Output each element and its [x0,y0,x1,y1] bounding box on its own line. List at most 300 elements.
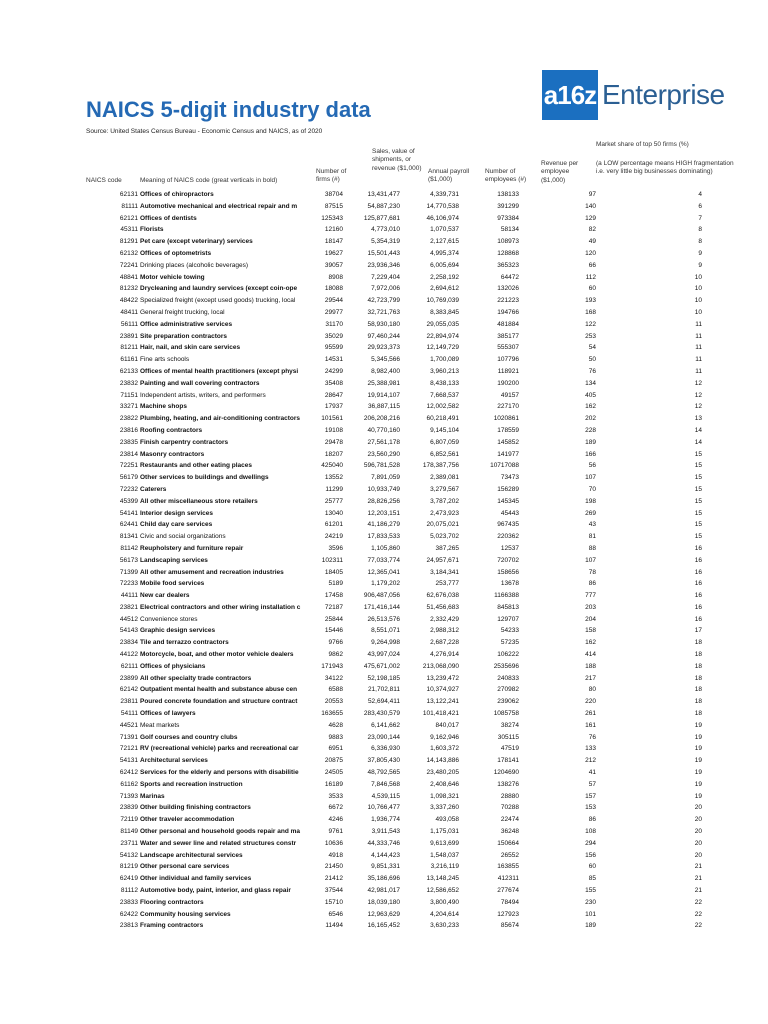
rev-per-employee-cell: 168 [585,308,596,316]
payroll-cell: 14,143,886 [426,757,459,765]
firms-cell: 101561 [321,415,343,423]
rev-per-employee-cell: 122 [585,320,596,328]
table-row [86,767,706,779]
payroll-cell: 14,770,538 [426,202,459,210]
sales-cell: 906,487,056 [363,592,400,600]
market-share-cell: 18 [694,686,702,694]
table-row [86,413,706,425]
payroll-cell: 3,960,213 [430,367,459,375]
firms-cell: 24219 [324,533,343,541]
sales-cell: 13,431,477 [367,191,400,198]
sales-cell: 23,936,346 [367,261,400,269]
rev-per-employee-cell: 269 [585,509,596,517]
employees-cell: 194766 [497,308,519,316]
rev-per-employee-cell: 107 [585,556,596,564]
payroll-cell: 9,162,946 [430,733,459,741]
firms-cell: 3533 [328,792,343,800]
table-row [86,755,706,767]
table-row [86,625,706,637]
naics-code-cell: 61161 [120,356,138,364]
market-share-cell: 21 [694,887,702,895]
data-table [86,189,706,932]
table-row [86,272,706,284]
employees-cell: 178559 [497,426,519,434]
naics-code-cell: 23811 [120,698,138,706]
payroll-cell: 3,184,341 [430,568,459,576]
employees-cell: 365323 [497,261,519,269]
table-row [86,720,706,732]
rev-per-employee-cell: 193 [585,297,596,305]
firms-cell: 11494 [325,922,343,930]
firms-cell: 34122 [324,674,343,682]
employees-cell: 49157 [500,391,519,399]
naics-code-cell: 72241 [119,261,138,269]
meaning-cell: Automotive body, paint, interior, and glass repair [140,887,291,895]
employees-cell: 412311 [497,875,519,883]
rev-per-employee-cell: 188 [585,662,596,670]
meaning-cell: Outpatient mental health and substance abuse cen [140,686,298,694]
naics-code-cell: 44122 [119,651,138,659]
sales-cell: 125,877,681 [363,214,400,222]
rev-per-employee-cell: 253 [585,332,596,340]
employees-cell: 73473 [500,474,519,482]
rev-per-employee-cell: 133 [585,745,596,753]
sales-cell: 6,141,662 [371,721,400,729]
payroll-cell: 62,676,038 [426,592,459,600]
market-share-cell: 20 [694,839,702,847]
market-share-cell: 8 [698,238,702,246]
header-employees: Number of employees (#) [485,168,527,184]
firms-cell: 25777 [324,497,343,505]
table-row [86,531,706,543]
employees-cell: 720702 [497,556,519,564]
firms-cell: 19627 [324,249,343,257]
sales-cell: 58,930,180 [367,320,400,328]
market-share-cell: 6 [698,202,702,210]
sales-cell: 10,933,749 [367,485,400,493]
firms-cell: 125343 [321,214,343,222]
firms-cell: 11299 [325,485,343,493]
meaning-cell: Services for the elderly and persons with disabilitie [140,769,299,777]
employees-cell: 227170 [497,403,519,411]
market-share-cell: 22 [694,898,702,906]
market-share-cell: 7 [698,214,702,222]
firms-cell: 87515 [324,202,343,210]
market-share-cell: 11 [695,332,702,340]
firms-cell: 9883 [328,733,343,741]
market-share-cell: 15 [694,533,702,541]
naics-code-cell: 62441 [119,521,138,529]
firms-cell: 3596 [328,544,343,552]
firms-cell: 20553 [324,698,343,706]
naics-code-cell: 71399 [119,568,138,576]
sales-cell: 97,460,244 [367,332,400,340]
table-row [86,637,706,649]
naics-code-cell: 23891 [119,332,138,340]
rev-per-employee-cell: 80 [588,686,596,694]
meaning-cell: All other miscellaneous store retailers [140,497,258,505]
table-row [86,342,706,354]
market-share-cell: 20 [694,804,702,812]
employees-cell: 12537 [500,544,519,552]
firms-cell: 19108 [324,426,343,434]
naics-code-cell: 81112 [120,887,138,895]
market-share-cell: 8 [698,226,702,234]
table-row [86,861,706,873]
sales-cell: 6,336,930 [371,745,400,753]
market-share-cell: 9 [698,261,702,269]
rev-per-employee-cell: 112 [585,273,596,281]
market-share-cell: 18 [694,651,702,659]
rev-per-employee-cell: 66 [588,261,596,269]
sales-cell: 26,513,576 [367,615,400,623]
market-share-cell: 14 [694,438,702,446]
payroll-cell: 840,017 [435,721,459,729]
firms-cell: 6951 [328,745,343,753]
naics-code-cell: 62419 [119,875,138,883]
employees-cell: 555307 [497,344,519,352]
sales-cell: 40,770,160 [367,426,400,434]
firms-cell: 10636 [324,839,343,847]
firms-cell: 13552 [324,474,343,482]
meaning-cell: Poured concrete foundation and structure contract [140,698,298,706]
naics-code-cell: 81219 [119,863,138,871]
market-share-cell: 16 [694,615,702,623]
header-meaning: Meaning of NAICS code (great verticals in bold) [140,177,278,184]
rev-per-employee-cell: 97 [588,191,596,198]
table-row [86,920,706,932]
rev-per-employee-cell: 85 [588,875,596,883]
firms-cell: 95599 [324,344,343,352]
rev-per-employee-cell: 162 [585,403,596,411]
payroll-cell: 12,586,652 [426,887,459,895]
sales-cell: 206,208,216 [363,415,400,423]
market-share-cell: 13 [694,415,702,423]
sales-cell: 36,887,115 [367,403,400,411]
employees-cell: 973384 [497,214,519,222]
payroll-cell: 9,613,699 [430,839,459,847]
payroll-cell: 2,127,615 [430,238,459,246]
meaning-cell: Civic and social organizations [140,533,226,541]
meaning-cell: Mobile food services [140,580,205,588]
meaning-cell: Electrical contractors and other wiring installation c [140,603,301,611]
employees-cell: 277674 [497,887,519,895]
table-row [86,602,706,614]
market-share-cell: 15 [694,521,702,529]
naics-code-cell: 23821 [119,603,138,611]
sales-cell: 283,430,579 [363,710,400,718]
naics-code-cell: 48841 [119,273,138,281]
market-share-cell: 19 [694,757,702,765]
market-share-cell: 18 [694,674,702,682]
header-firms: Number of firms (#) [316,168,347,184]
rev-per-employee-cell: 189 [585,438,596,446]
employees-cell: 190200 [497,379,519,387]
payroll-cell: 2,687,228 [430,639,459,647]
payroll-cell: 22,894,974 [426,332,459,340]
table-row [86,213,706,225]
market-share-cell: 12 [694,403,702,411]
table-row [86,472,706,484]
market-share-cell: 18 [694,662,702,670]
naics-code-cell: 23833 [119,898,138,906]
logo-text: Enterprise [602,79,725,110]
sales-cell: 42,981,017 [367,887,400,895]
table-row [86,354,706,366]
sales-cell: 52,694,411 [367,698,400,706]
sales-cell: 42,723,799 [367,297,400,305]
rev-per-employee-cell: 155 [585,887,596,895]
employees-cell: 141977 [497,450,519,458]
payroll-cell: 6,852,561 [430,450,459,458]
employees-cell: 132026 [497,285,519,293]
payroll-cell: 1,700,089 [430,356,459,364]
payroll-cell: 10,374,927 [426,686,459,694]
employees-cell: 106222 [497,651,519,659]
market-share-cell: 16 [694,603,702,611]
market-share-cell: 12 [694,379,702,387]
rev-per-employee-cell: 129 [585,214,596,222]
naics-code-cell: 72121 [119,745,138,753]
firms-cell: 39057 [324,261,343,269]
employees-cell: 22474 [500,816,519,824]
meaning-cell: Plumbing, heating, and air-conditioning contractors [140,415,300,423]
table-row [86,590,706,602]
naics-code-cell: 62412 [119,769,138,777]
firms-cell: 4628 [328,721,343,729]
meaning-cell: Other traveler accommodation [140,816,235,824]
employees-cell: 129707 [497,615,519,623]
table-row [86,850,706,862]
meaning-cell: Drycleaning and laundry services (except coin-ope [140,285,298,293]
rev-per-employee-cell: 777 [585,592,596,600]
employees-cell: 178141 [497,757,519,765]
naics-code-cell: 56179 [119,474,138,482]
firms-cell: 17937 [324,403,343,411]
meaning-cell: RV (recreational vehicle) parks and recreational car [140,745,299,753]
sales-cell: 7,891,059 [371,474,400,482]
firms-cell: 15710 [324,898,343,906]
employees-cell: 138276 [497,780,519,788]
employees-cell: 45443 [500,509,519,517]
rev-per-employee-cell: 203 [585,603,596,611]
naics-code-cell: 62121 [119,214,138,222]
market-share-cell: 22 [694,910,702,918]
market-share-cell: 14 [694,426,702,434]
firms-cell: 102311 [321,556,343,564]
table-row [86,779,706,791]
firms-cell: 425040 [321,462,343,470]
employees-cell: 391299 [497,202,519,210]
naics-code-cell: 23899 [119,674,138,682]
market-share-cell: 11 [695,367,702,375]
table-row [86,814,706,826]
rev-per-employee-cell: 204 [585,615,596,623]
naics-code-cell: 62422 [119,910,138,918]
header-rev-per-employee: Revenue per employee ($1,000) [541,160,579,184]
employees-cell: 150664 [497,839,519,847]
meaning-cell: Graphic design services [140,627,216,635]
market-share-cell: 20 [694,851,702,859]
sales-cell: 7,846,568 [371,780,400,788]
table-row [86,732,706,744]
meaning-cell: Other individual and family services [140,875,252,883]
sales-cell: 43,997,024 [367,651,400,659]
firms-cell: 24505 [324,769,343,777]
market-share-cell: 12 [694,391,702,399]
meaning-cell: Offices of optometrists [140,249,212,257]
firms-cell: 8908 [328,273,343,281]
naics-code-cell: 62142 [119,686,138,694]
sales-cell: 52,198,185 [367,674,400,682]
payroll-cell: 2,389,081 [430,474,459,482]
firms-cell: 18147 [324,238,343,246]
market-share-cell: 10 [694,297,702,305]
naics-code-cell: 48411 [120,308,138,316]
employees-cell: 58134 [500,226,519,234]
header-sales: Sales, value of shipments, or revenue ($1,000) [372,148,422,172]
sales-cell: 5,345,566 [371,356,400,364]
meaning-cell: New car dealers [140,592,190,600]
firms-cell: 171943 [321,662,343,670]
table-row [86,555,706,567]
firms-cell: 28647 [324,391,343,399]
market-share-cell: 16 [694,592,702,600]
employees-cell: 239062 [497,698,519,706]
header-share-note: (a LOW percentage means HIGH fragmentation i.e. very little big businesses dominating) [596,160,734,176]
employees-cell: 47519 [500,745,519,753]
sales-cell: 28,826,256 [367,497,400,505]
rev-per-employee-cell: 217 [585,674,596,682]
payroll-cell: 13,239,472 [426,674,459,682]
firms-cell: 9761 [328,828,343,836]
employees-cell: 385177 [497,332,519,340]
payroll-cell: 3,337,260 [430,804,459,812]
naics-code-cell: 48422 [119,297,138,305]
payroll-cell: 51,456,683 [426,603,459,611]
naics-code-cell: 23822 [119,415,138,423]
rev-per-employee-cell: 78 [588,568,596,576]
naics-code-cell: 81232 [119,285,138,293]
employees-cell: 1204690 [493,769,519,777]
firms-cell: 16189 [324,780,343,788]
rev-per-employee-cell: 86 [588,580,596,588]
rev-per-employee-cell: 76 [588,733,596,741]
naics-code-cell: 72119 [120,816,138,824]
naics-code-cell: 44521 [119,721,138,729]
meaning-cell: Marinas [140,792,165,800]
naics-code-cell: 81341 [119,533,138,541]
market-share-cell: 11 [695,356,702,364]
employees-cell: 26552 [500,851,519,859]
firms-cell: 35408 [324,379,343,387]
naics-code-cell: 45399 [119,497,138,505]
table-row [86,260,706,272]
sales-cell: 19,914,107 [367,391,400,399]
meaning-cell: Fine arts schools [140,356,190,364]
naics-code-cell: 54131 [119,757,138,765]
table-row [86,519,706,531]
firms-cell: 14531 [324,356,343,364]
employees-cell: 481884 [497,320,519,328]
meaning-cell: Masonry contractors [140,450,205,458]
sales-cell: 15,501,443 [367,249,400,257]
firms-cell: 4918 [328,851,343,859]
payroll-cell: 493,058 [435,816,459,824]
firms-cell: 15446 [324,627,343,635]
table-row [86,449,706,461]
payroll-cell: 253,777 [435,580,459,588]
market-share-cell: 16 [694,580,702,588]
sales-cell: 44,333,746 [367,839,400,847]
sales-cell: 475,671,002 [363,662,400,670]
rev-per-employee-cell: 54 [588,344,596,352]
sales-cell: 17,833,533 [367,533,400,541]
payroll-cell: 2,473,923 [430,509,459,517]
table-row [86,684,706,696]
meaning-cell: Interior design services [140,509,213,517]
market-share-cell: 18 [694,710,702,718]
payroll-cell: 213,068,090 [422,662,459,670]
payroll-cell: 20,075,021 [426,521,459,529]
employees-cell: 163855 [497,863,519,871]
employees-cell: 1085758 [493,710,519,718]
payroll-cell: 3,279,567 [430,485,459,493]
payroll-cell: 4,995,374 [430,249,459,257]
rev-per-employee-cell: 82 [588,226,596,234]
table-row [86,873,706,885]
employees-cell: 108973 [497,238,519,246]
market-share-cell: 20 [694,828,702,836]
payroll-cell: 2,332,429 [430,615,459,623]
rev-per-employee-cell: 157 [585,792,596,800]
meaning-cell: Offices of mental health practitioners (except physi [140,367,299,375]
market-share-cell: 18 [694,698,702,706]
sales-cell: 4,773,010 [371,226,400,234]
naics-code-cell: 45311 [120,226,138,234]
payroll-cell: 2,694,612 [430,285,459,293]
naics-code-cell: 81211 [120,344,138,352]
payroll-cell: 60,218,491 [426,415,459,423]
payroll-cell: 6,807,059 [430,438,459,446]
meaning-cell: Specialized freight (except used goods) trucking, local [140,297,296,305]
meaning-cell: Site preparation contractors [140,332,228,340]
naics-code-cell: 71391 [119,733,138,741]
employees-cell: 967435 [497,521,519,529]
market-share-cell: 15 [694,509,702,517]
market-share-cell: 15 [694,497,702,505]
employees-cell: 145345 [497,497,519,505]
table-row [86,425,706,437]
firms-cell: 35029 [324,332,343,340]
employees-cell: 28880 [500,792,519,800]
firms-cell: 17458 [324,592,343,600]
market-share-cell: 21 [694,875,702,883]
naics-code-cell: 54143 [119,627,138,635]
employees-cell: 54233 [500,627,519,635]
market-share-cell: 22 [694,922,702,930]
meaning-cell: All other amusement and recreation industries [140,568,284,576]
table-row [86,496,706,508]
table-row [86,661,706,673]
payroll-cell: 2,988,312 [430,627,459,635]
naics-code-cell: 23834 [119,639,138,647]
naics-code-cell: 81111 [121,202,138,210]
table-row [86,673,706,685]
naics-code-cell: 23839 [119,804,138,812]
employees-cell: 78494 [500,898,519,906]
meaning-cell: Water and sewer line and related structures constr [140,839,297,847]
